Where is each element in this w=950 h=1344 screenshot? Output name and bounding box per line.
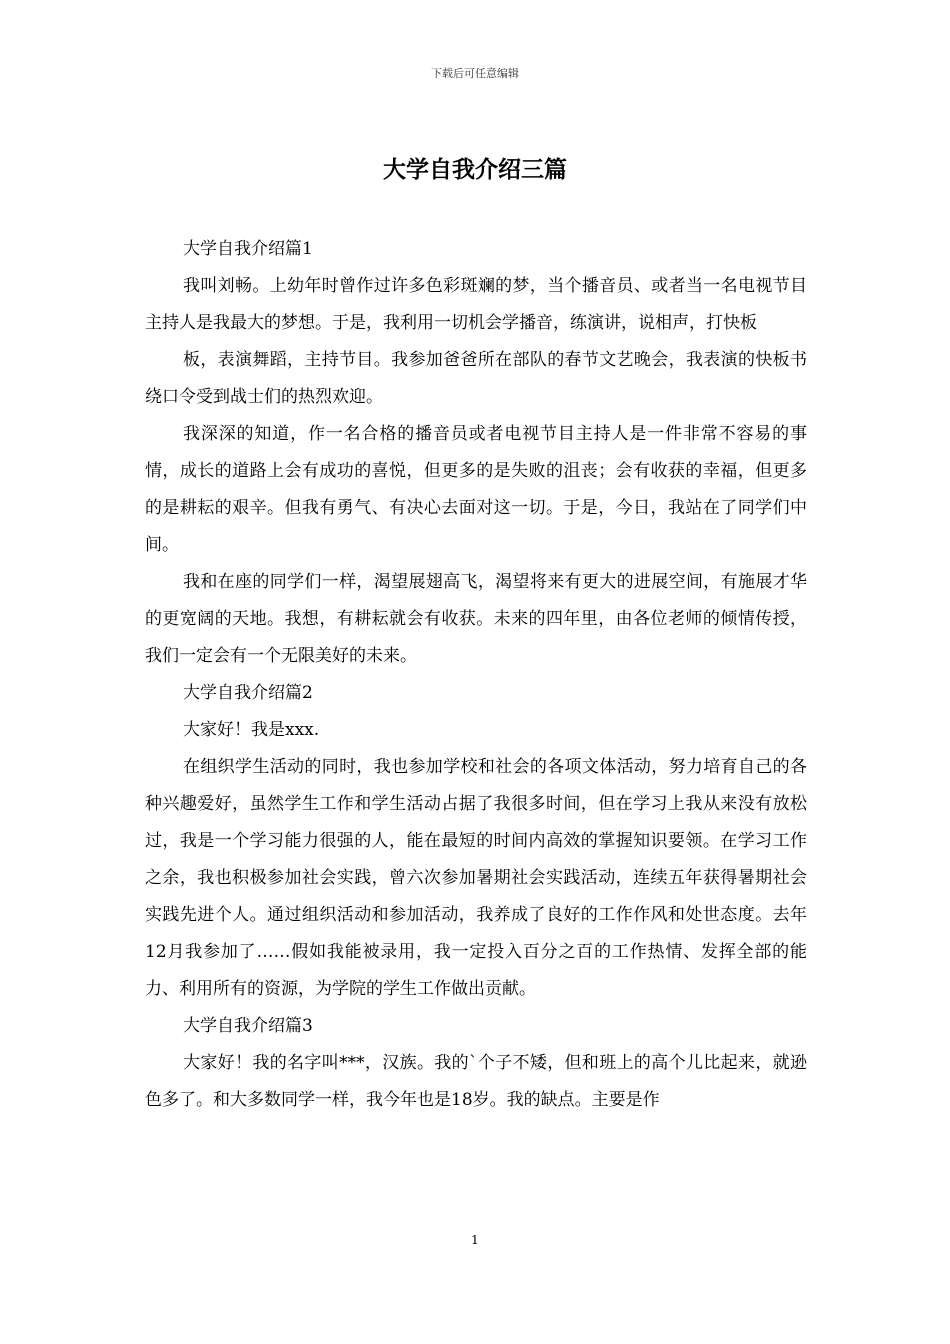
section-heading-3: 大学自我介绍篇3 [183, 1016, 313, 1036]
paragraph: 我叫刘畅。上幼年时曾作过许多色彩斑斓的梦，当个播音员、或者当一名电视节目主持人是我最大的梦想。于是，我利用一切机会学播音，练演讲，说相声，打快板 [145, 276, 807, 333]
paragraph: 在组织学生活动的同时，我也参加学校和社会的各项文体活动，努力培育自己的各种兴趣爱好，虽然学生工作和学生活动占据了我很多时间，但在学习上我从来没有放松过，我是一个学习能力很强的人，能在最短的时间内高效的掌握知识要领。在学习工作之余，我也积极参加社会实践，曾六次参加暑期社会实践活动，连续五年获得暑期社会实践先进个人。通过组织活动和参加活动，我养成了良好的工作作风和处世态度。去年12月我参加了……假如我能被录用，我一定投入百分之百的工作热情、发挥全部的能力、利用所有的资源，为学院的学生工作做出贡献。 [145, 757, 807, 999]
document-body [145, 231, 807, 1119]
paragraph: 我和在座的同学们一样，渴望展翅高飞，渴望将来有更大的进展空间，有施展才华的更宽阔的天地。我想，有耕耘就会有收获。未来的四年里，由各位老师的倾情传授，我们一定会有一个无限美好的未来。 [145, 572, 807, 666]
document-title: 大学自我介绍三篇 [383, 157, 567, 183]
section-heading-2: 大学自我介绍篇2 [183, 683, 313, 703]
paragraph: 我深深的知道，作一名合格的播音员或者电视节目主持人是一件非常不容易的事情，成长的道路上会有成功的喜悦，但更多的是失败的沮丧；会有收获的幸福，但更多的是耕耘的艰辛。但我有勇气、有决心去面对这一切。于是，今日，我站在了同学们中间。 [145, 424, 807, 555]
header-note: 下载后可任意编辑 [431, 67, 519, 80]
paragraph: 大家好！我是xxx. [183, 720, 320, 740]
paragraph: 大家好！我的名字叫***，汉族。我的`个子不矮，但和班上的高个儿比起来，就逊色多了。和大多数同学一样，我今年也是18岁。我的缺点。主要是作 [145, 1053, 807, 1110]
section-heading-1: 大学自我介绍篇1 [183, 239, 313, 259]
page-number: 1 [471, 1233, 479, 1247]
paragraph: 板，表演舞蹈，主持节目。我参加爸爸所在部队的春节文艺晚会，我表演的快板书绕口令受到战士们的热烈欢迎。 [145, 350, 807, 407]
